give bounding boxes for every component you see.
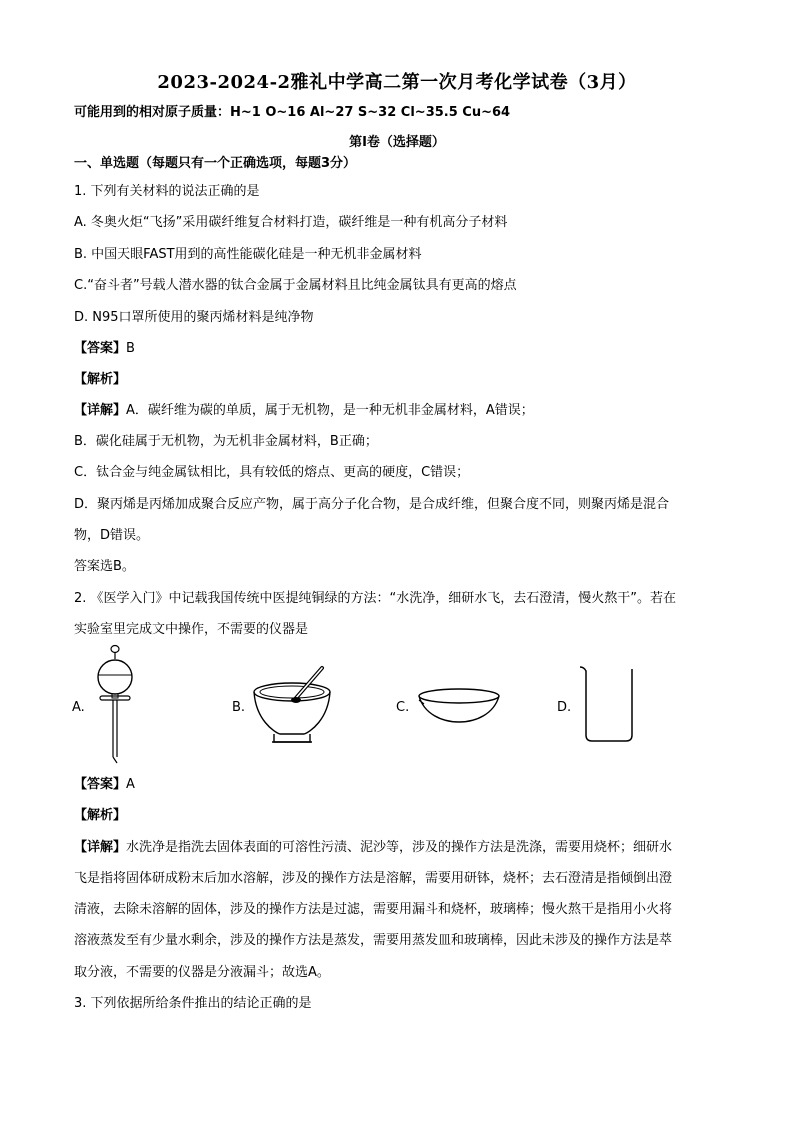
q2-stem-2: 实验室里完成文中操作，不需要的仪器是 <box>74 622 309 637</box>
answer-tag: 【答案】 <box>74 777 127 792</box>
detail-tag: 【详解】 <box>74 840 127 855</box>
section-title: 一、单选题（每题只有一个正确选项，每题3分） <box>74 156 357 171</box>
evaporating-dish-icon <box>416 684 502 726</box>
q2-detail-3: 清液，去除未溶解的固体，涉及的操作方法是过滤，需要用漏斗和烧杯，玻璃棒；慢火熬干是指用小火将 <box>74 902 673 917</box>
q2-analysis-tag: 【解析】 <box>74 808 127 823</box>
answer-value: A <box>126 777 135 792</box>
q1-detail-5: 物，D错误。 <box>74 528 150 543</box>
q1-detail-4: D．聚丙烯是丙烯加成聚合反应产物，属于高分子化合物，是合成纤维，但聚合度不同，则聚丙烯是混合 <box>74 497 670 512</box>
q2-detail-4: 溶液蒸发至有少量水剩余，涉及的操作方法是蒸发，需要用蒸发皿和玻璃棒，因此未涉及的操作方法是萃 <box>74 933 673 948</box>
q1-option-d: D. N95口罩所使用的聚丙烯材料是纯净物 <box>74 310 314 325</box>
q2-answer <box>74 776 135 794</box>
part-title: 第Ⅰ卷（选择题） <box>349 135 445 150</box>
q1-detail-1 <box>74 402 534 420</box>
q1-detail-3: C．钛合金与纯金属钛相比，具有较低的熔点、更高的硬度，C错误； <box>74 465 470 480</box>
q1-detail-2: B．碳化硅属于无机物，为无机非金属材料，B正确； <box>74 434 378 449</box>
q1-analysis-tag: 【解析】 <box>74 372 127 387</box>
detail-text: 水洗净是指洗去固体表面的可溶性污渍、泥沙等，涉及的操作方法是洗涤，需要用烧杯；细研水 <box>126 840 673 855</box>
q2-stem-1: 2. 《医学入门》中记载我国传统中医提纯铜绿的方法：“水洗净，细研水飞，去石澄清，慢火熬干”。若在 <box>74 591 677 606</box>
answer-value: B <box>126 341 135 356</box>
atomic-masses: 可能用到的相对原子质量：H~1 O~16 Al~27 S~32 Cl~35.5 Cu~64 <box>74 105 511 120</box>
q1-answer <box>74 340 135 358</box>
q1-stem: 1. 下列有关材料的说法正确的是 <box>74 184 260 199</box>
q2-option-b-label: B. <box>232 700 246 715</box>
q1-option-a: A. 冬奥火炬“飞扬”采用碳纤维复合材料打造，碳纤维是一种有机高分子材料 <box>74 215 508 230</box>
q2-option-c-label: C. <box>396 700 410 715</box>
q2-detail-5: 取分液，不需要的仪器是分液漏斗；故选A。 <box>74 965 330 980</box>
q2-option-d-label: D. <box>557 700 572 715</box>
detail-text: A．碳纤维为碳的单质，属于无机物，是一种无机非金属材料，A错误； <box>126 403 534 418</box>
answer-tag: 【答案】 <box>74 341 127 356</box>
detail-tag: 【详解】 <box>74 403 127 418</box>
q1-option-c: C.“奋斗者”号载人潜水器的钛合金属于金属材料且比纯金属钛具有更高的熔点 <box>74 278 517 293</box>
q2-option-a-label: A. <box>72 700 85 715</box>
q2-detail-1 <box>74 839 672 857</box>
q2-detail-2: 飞是指将固体研成粉末后加水溶解，涉及的操作方法是溶解，需要用研钵，烧杯；去石澄清是指倾倒出澄 <box>74 871 673 886</box>
separatory-funnel-icon <box>96 645 136 767</box>
beaker-icon <box>578 665 636 745</box>
exam-title: 2023-2024-2雅礼中学高二第一次月考化学试卷（3月） <box>157 72 637 93</box>
q1-option-b: B. 中国天眼FAST用到的高性能碳化硅是一种无机非金属材料 <box>74 247 422 262</box>
q3-stem: 3. 下列依据所给条件推出的结论正确的是 <box>74 996 312 1011</box>
q1-conclusion: 答案选B。 <box>74 559 135 574</box>
mortar-pestle-icon <box>250 662 340 750</box>
